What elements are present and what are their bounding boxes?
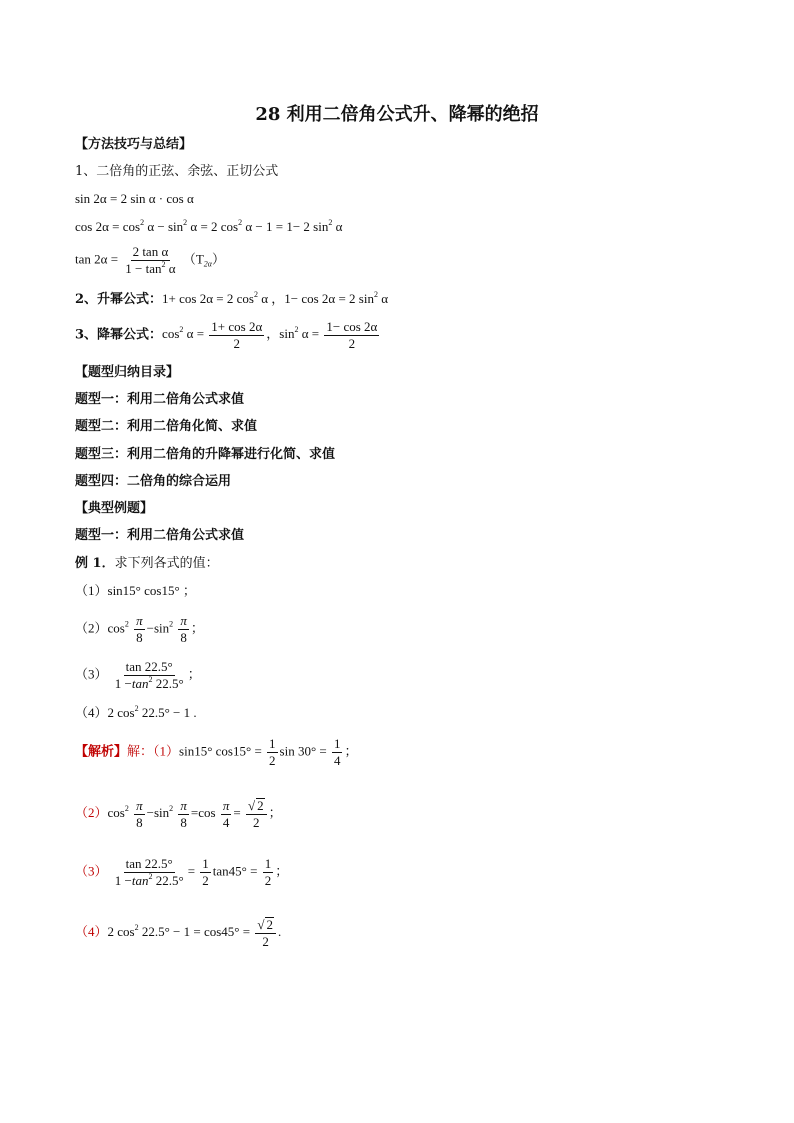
question-4: （4）2 $\cos^2 22.5^\circ - 1$ . <box>75 704 197 720</box>
answer-1: 【解析】解：（1）sin15° cos15° = $\frac{1}{2}$ sin 30° = $\frac{1}{4}$ ； <box>75 736 358 768</box>
section-examples: 【典型例题】 <box>75 501 154 516</box>
question-2: $(2)\cos^2$ $\frac{\pi}{8}$ $-\sin^2$ $\frac{\pi}{8}$ ； <box>75 613 204 645</box>
raise-power-formula: 2、升幂公式：1+ cos 2α = 2 $\cos^2 \alpha$ ，1− cos 2α = 2 $\sin^2 \alpha$ <box>75 290 389 307</box>
answer-4: （4）2 $\cos^2 22.5^\circ - 1 = \cos 45^\circ$ = $\frac{√ 2}{2}$ . <box>75 917 282 949</box>
type-3: 题型三：利用二倍角的升降幂进行化简、求值 <box>75 447 336 462</box>
type-1-heading: 题型一：利用二倍角公式求值 <box>75 528 245 543</box>
section-method-summary: 【方法技巧与总结】 <box>75 137 193 152</box>
lower-power-formula: 3、降幂公式：$\cos^2 \alpha$ = $\frac{1+ \cos 2\alpha}{2}$ ，$\sin^2 \alpha$ = $\frac{1- \cos 2\alpha}{2}$ <box>75 319 378 351</box>
section-type-index: 【题型归纳目录】 <box>75 365 180 380</box>
formula-cos-double: $\cos 2\alpha = \cos^2 \alpha - \sin^2 \alpha = 2$ $\cos^2 \alpha - 1 = 1- 2$ $\sin^2 \alpha$ <box>75 218 343 234</box>
answer-2: $(2)\cos^2$ $\frac{\pi}{8}$ $-\sin^2$ $\frac{\pi}{8}$ =cos $\frac{\pi}{4}$ = $\frac{√ 2}{2}$ ； <box>75 797 282 830</box>
question-3: （3） $\frac{\tan 22.5^\circ}{1 -\tan^2 22.5^\circ}$ ； <box>75 659 201 691</box>
formula-sin-double: sin 2α = 2 sin α · cos α <box>75 191 194 206</box>
formula-heading: 1、二倍角的正弦、余弦、正切公式 <box>75 164 279 179</box>
solution-label: 【解析】 <box>75 743 128 759</box>
tan-fraction: $\frac{\text{2 tan α}}{1 - \tan^2 \alpha}$ <box>125 244 176 276</box>
answer-3: （3） $\frac{\tan 22.5^\circ}{1 -\tan^2 22.5^\circ}$ = $\frac{1}{2}$ tan45° = $\frac{1}{2}$ ； <box>75 856 289 888</box>
formula-tan-double: tan 2α = $\frac{\text{2 tan α}}{1 - \tan^2 \alpha}$ $(T_{2\alpha})$ <box>75 244 225 276</box>
type-4: 题型四：二倍角的综合运用 <box>75 474 232 489</box>
page-title: 28 利用二倍角公式升、降幂的绝招 <box>255 104 539 125</box>
type-1: 题型一：利用二倍角公式求值 <box>75 392 245 407</box>
example-1: 例 1．求下列各式的值： <box>75 556 219 571</box>
question-1: （1）sin15° cos15° ； <box>75 583 196 598</box>
type-2: 题型二：利用二倍角化简、求值 <box>75 419 258 434</box>
